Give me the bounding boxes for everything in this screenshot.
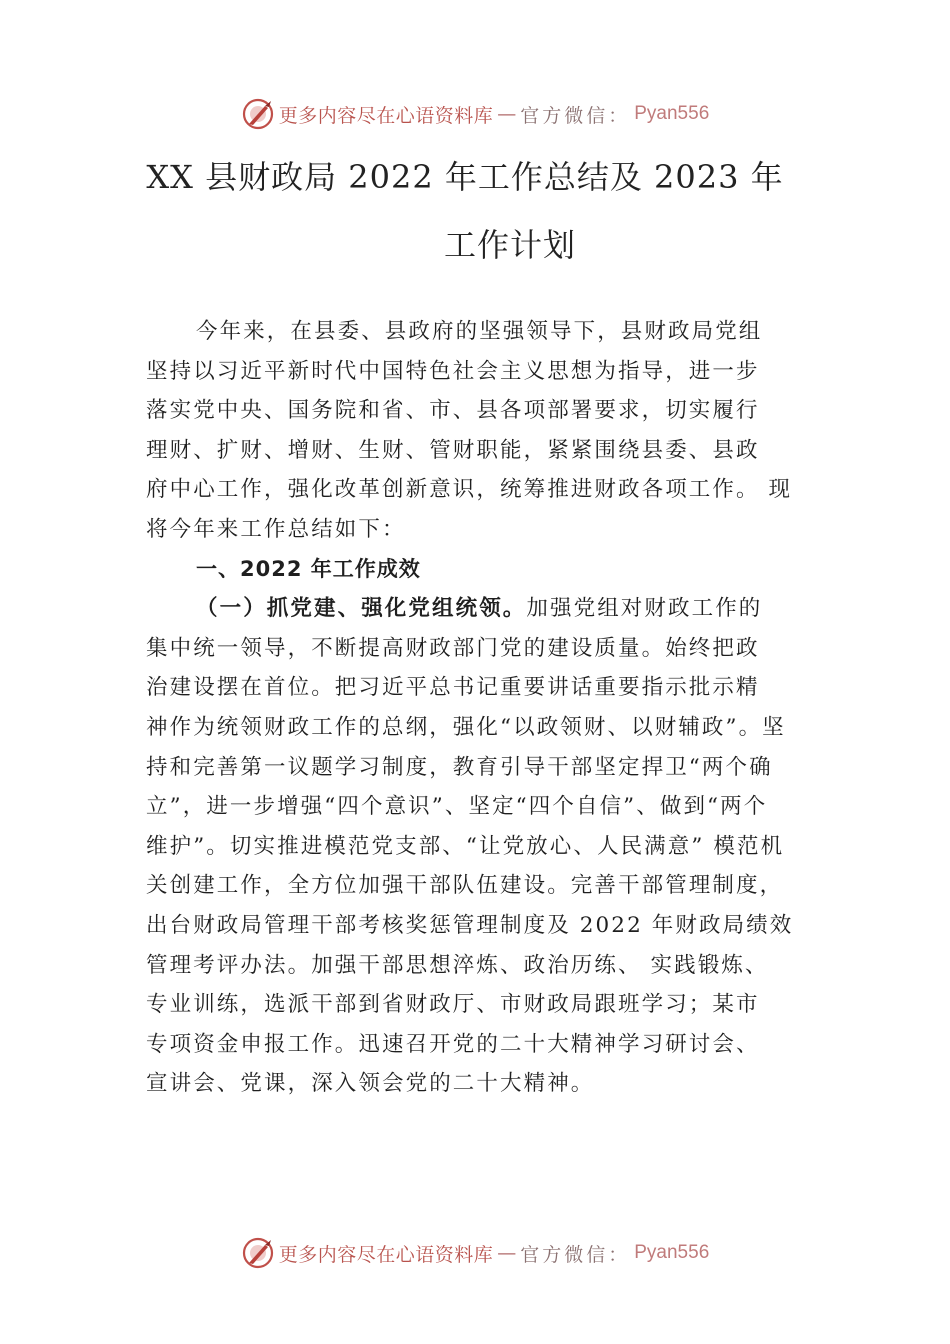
- watermark-wechat-label: 官方微信：: [520, 1243, 631, 1266]
- document-body: [146, 312, 816, 1104]
- subsection-first-line: [146, 589, 816, 629]
- paragraph-line: 集中统一领导，不断提高财政部门党的建设质量。始终把政: [146, 635, 760, 661]
- watermark-text: 更多内容尽在心语资料库: [278, 104, 494, 127]
- watermark-banner-bottom: [0, 1233, 950, 1273]
- paragraph-line: 宣讲会、党课，深入领会党的二十大精神。: [146, 1071, 595, 1097]
- watermark-separator: —: [497, 1242, 517, 1264]
- intro-line: 今年来，在县委、县政府的坚强领导下，县财政局党组: [196, 319, 763, 344]
- watermark-separator: —: [497, 103, 517, 125]
- paragraph-line: 专业训练，选派干部到省财政厅、市财政局跟班学习；某市: [146, 992, 760, 1018]
- section-heading: 一、2022 年工作成效: [196, 556, 421, 581]
- subsection-first-line-text: 加强党组对财政工作的: [526, 596, 763, 622]
- intro-line: 落实党中央、国务院和省、市、县各项部署要求，切实履行: [146, 398, 760, 424]
- watermark-banner-top: [0, 94, 950, 134]
- intro-line: 坚持以习近平新时代中国特色社会主义思想为指导，进一步: [146, 358, 760, 384]
- document-title-line2: 工作计划: [443, 226, 576, 264]
- subsection-heading: （一）抓党建、强化党组统领。: [196, 596, 527, 622]
- paragraph-line: 治建设摆在首位。把习近平总书记重要讲话重要指示批示精: [146, 675, 760, 701]
- paragraph-line: 神作为统领财政工作的总纲，强化“以政领财、以财辅政”。坚: [146, 714, 786, 740]
- paragraph-line: 专项资金申报工作。迅速召开党的二十大精神学习研讨会、: [146, 1031, 760, 1057]
- intro-line: 将今年来工作总结如下：: [146, 516, 406, 542]
- watermark-wechat-id: Pyan556: [634, 103, 710, 124]
- watermark-wechat-id: Pyan556: [634, 1242, 710, 1263]
- watermark-text: 更多内容尽在心语资料库: [278, 1243, 494, 1266]
- watermark-wechat-label: 官方微信：: [520, 104, 631, 127]
- paragraph-line: 出台财政局管理干部考核奖惩管理制度及 2022 年财政局绩效: [146, 912, 794, 938]
- document-title-line1: XX 县财政局 2022 年工作总结及 2023 年: [146, 158, 784, 196]
- intro-line: 府中心工作，强化改革创新意识，统筹推进财政各项工作。 现: [146, 477, 793, 503]
- paragraph-line: 立”，进一步增强“四个意识”、坚定“四个自信”、做到“两个: [146, 794, 768, 820]
- paragraph-line: 持和完善第一议题学习制度，教育引导干部坚定捍卫“两个确: [146, 754, 773, 780]
- paragraph-line: 关创建工作，全方位加强干部队伍建设。完善干部管理制度，: [146, 873, 784, 899]
- intro-line: 理财、扩财、增财、生财、管财职能，紧紧围绕县委、县政: [146, 437, 760, 463]
- quill-seal-icon: [241, 1236, 275, 1270]
- paragraph-line: 维护”。切实推进模范党支部、“让党放心、人民满意” 模范机: [146, 833, 785, 859]
- quill-seal-icon: [241, 97, 275, 131]
- paragraph-line: 管理考评办法。加强干部思想淬炼、政治历练、 实践锻炼、: [146, 952, 769, 978]
